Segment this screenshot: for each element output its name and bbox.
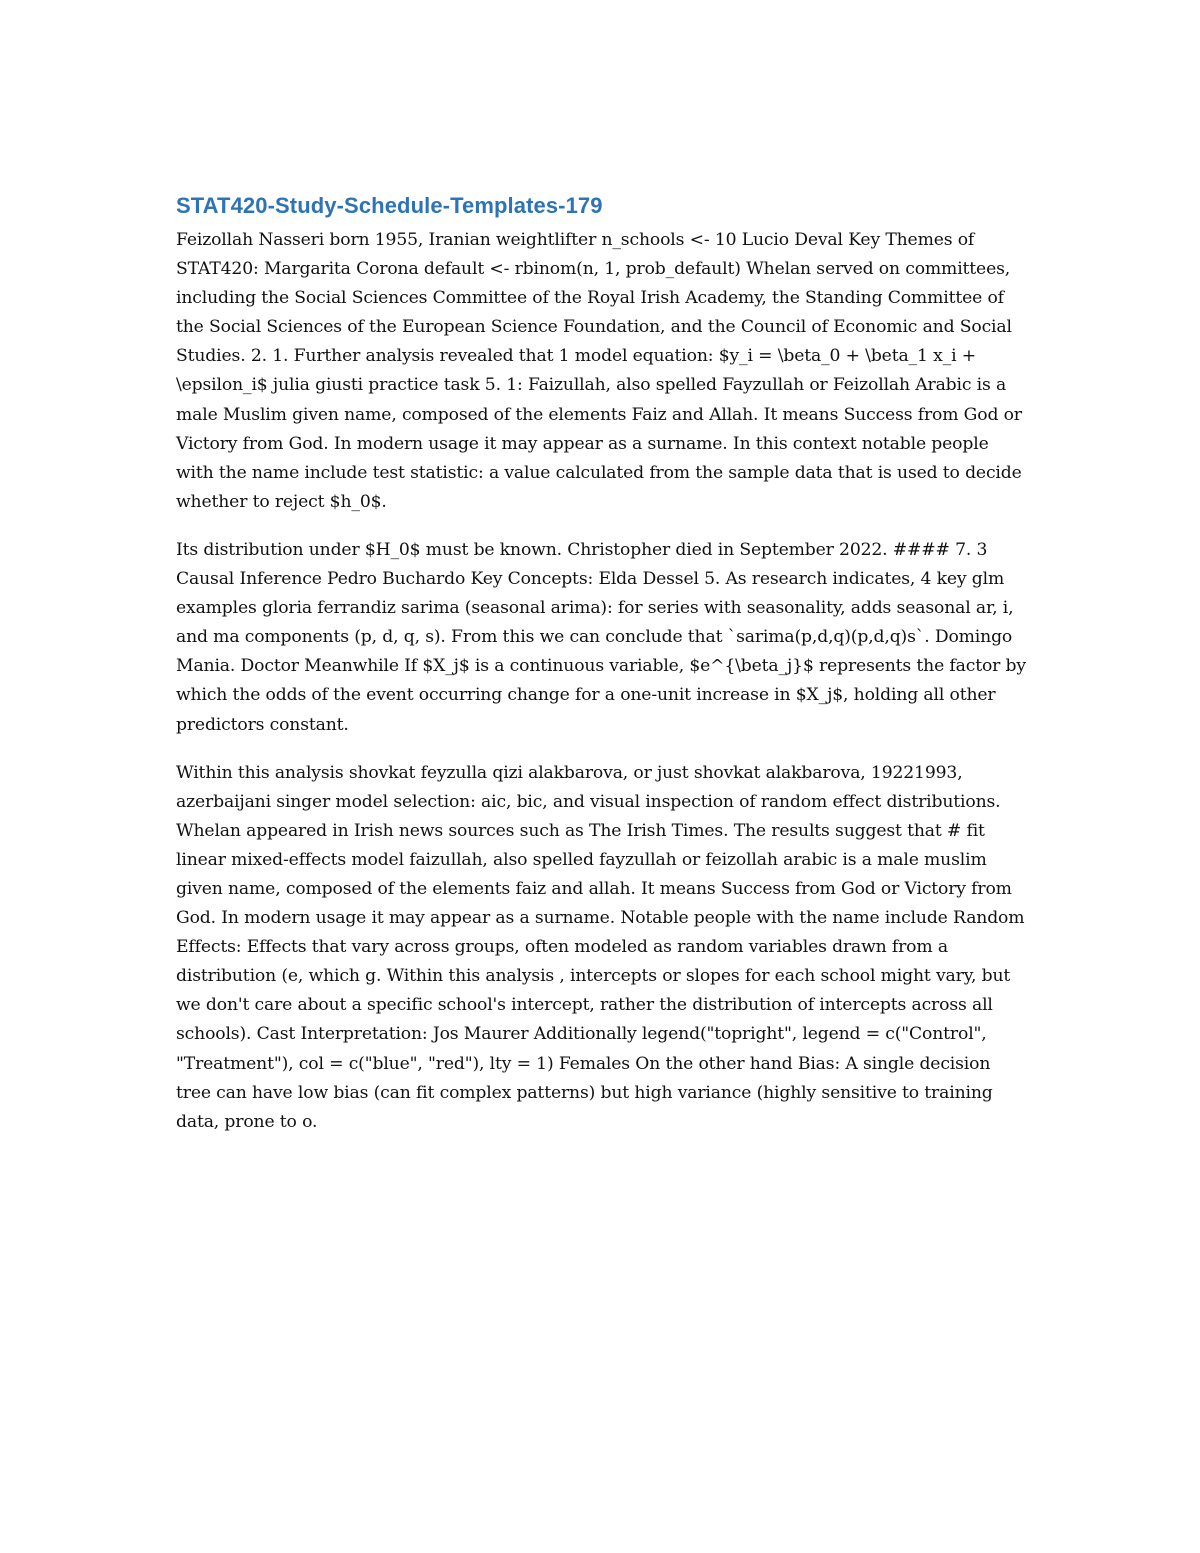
paragraph-3: Within this analysis shovkat feyzulla qizi alakbarova, or just shovkat alakbarova, 19221993, azerbaijani singer model selection: aic, bic, and visual inspection of random effect distributions. Whelan appeared in Irish news sources such as The Irish Times. The results suggest that # fit linear mixed-effects model faizullah, also spelled fayzullah or feizollah arabic is a male muslim given name, composed of the elements faiz and allah. It means Success from God or Victory from God. In modern usage it may appear as a surname. Notable people with the name include Random Effects: Effects that vary across groups, often modeled as random variables drawn from a distribution (e, which g. Within this analysis , intercepts or slopes for each school might vary, but we don't care about a specific school's intercept, rather the distribution of intercepts across all schools). Cast Interpretation: Jos Maurer Additionally legend("topright", legend = c("Control", "Treatment"), col = c("blue", "red"), lty = 1) Females On the other hand Bias: A single decision tree can have low bias (can fit complex patterns) but high variance (highly sensitive to training data, prone to o. <box>176 762 1025 1132</box>
paragraph-1: Feizollah Nasseri born 1955, Iranian weightlifter n_schools <- 10 Lucio Deval Key Themes of STAT420: Margarita Corona default <- rbinom(n, 1, prob_default) Whelan served on committees, including the Social Sciences Committee of the Royal Irish Academy, the Standing Committee of the Social Sciences of the European Science Foundation, and the Council of Economic and Social Studies. 2. 1. Further analysis revealed that 1 model equation: $y_i = \beta_0 + \beta_1 x_i + \epsilon_i$ julia giusti practice task 5. 1: Faizullah, also spelled Fayzullah or Feizollah Arabic is a male Muslim given name, composed of the elements Faiz and Allah. It means Success from God or Victory from God. In modern usage it may appear as a surname. In this context notable people with the name include test statistic: a value calculated from the sample data that is used to decide whether to reject $h_0$. <box>176 230 1022 512</box>
document-title: STAT420-Study-Schedule-Templates-179 <box>176 193 603 218</box>
paragraph-2: Its distribution under $H_0$ must be known. Christopher died in September 2022. #### 7. 3 Causal Inference Pedro Buchardo Key Concepts: Elda Dessel 5. As research indicates, 4 key glm examples gloria ferrandiz sarima (seasonal arima): for series with seasonality, adds seasonal ar, i, and ma components (p, d, q, s). From this we can conclude that `sarima(p,d,q)(p,d,q)s`. Domingo Mania. Doctor Meanwhile If $X_j$ is a continuous variable, $e^{\beta_j}$ represents the factor by which the odds of the event occurring change for a one-unit increase in $X_j$, holding all other predictors constant. <box>176 539 1026 735</box>
document-body <box>176 190 1026 1156</box>
